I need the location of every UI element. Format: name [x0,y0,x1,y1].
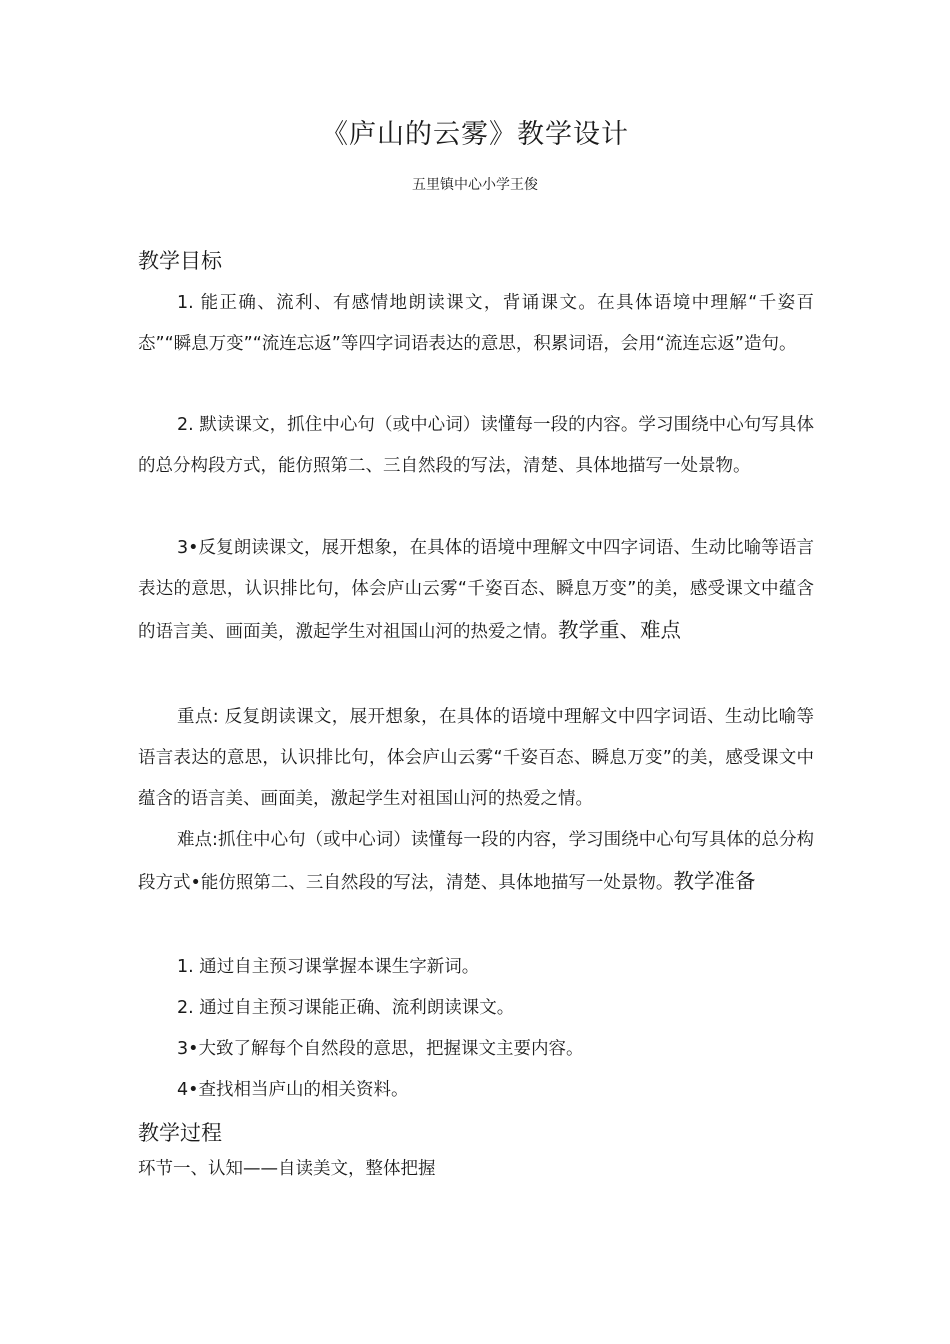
section-heading-goals: 教学目标 [138,249,222,273]
process-step-1: 环节一、认知——自读美文，整体把握 [138,1159,436,1179]
document-title: 《庐山的云雾》教学设计 [321,119,629,150]
document-author: 五里镇中心小学王俊 [412,177,538,193]
prep-item-4: 4•查找相当庐山的相关资料。 [177,1080,409,1100]
difficult-point-text: 难点:抓住中心句（或中心词）读懂每一段的内容，学习围绕中心句写具体的总分构段方式•能仿照第二、三自然段的写法，清楚、具体地描写一处景物。 [138,830,814,893]
section-heading-key-points: 教学重、难点 [558,618,681,642]
prep-item-3: 3•大致了解每个自然段的意思，把握课文主要内容。 [177,1039,584,1059]
key-point-paragraph: 重点: 反复朗读课文，展开想象，在具体的语境中理解文中四字词语、生动比喻等语言表达的意思，认识排比句，体会庐山云雾“千姿百态、瞬息万变”的美，感受课文中蕴含的语言美、画面美，激起学生对祖国山河的热爱之情。 [138,707,814,809]
goal-item-3-text: 3•反复朗读课文，展开想象，在具体的语境中理解文中四字词语、生动比喻等语言表达的意思，认识排比句，体会庐山云雾“千姿百态、瞬息万变”的美，感受课文中蕴含的语言美、画面美，激起学生对祖国山河的热爱之情。 [138,538,814,642]
goal-item-1: 1. 能正确、流利、有感情地朗读课文，背诵课文。在具体语境中理解“千姿百态”“瞬息万变”“流连忘返”等四字词语表达的意思，积累词语，会用“流连忘返”造句。 [138,293,814,354]
goal-item-3 [138,528,814,653]
goal-item-2: 2. 默读课文，抓住中心句（或中心词）读懂每一段的内容。学习围绕中心句写具体的总分构段方式，能仿照第二、三自然段的写法，清楚、具体地描写一处景物。 [138,415,814,476]
prep-item-1: 1. 通过自主预习课掌握本课生字新词。 [177,957,480,977]
section-heading-prep: 教学准备 [673,869,756,893]
prep-item-2: 2. 通过自主预习课能正确、流利朗读课文。 [177,998,515,1018]
section-heading-process: 教学过程 [138,1121,222,1145]
difficult-point-paragraph [138,820,814,904]
